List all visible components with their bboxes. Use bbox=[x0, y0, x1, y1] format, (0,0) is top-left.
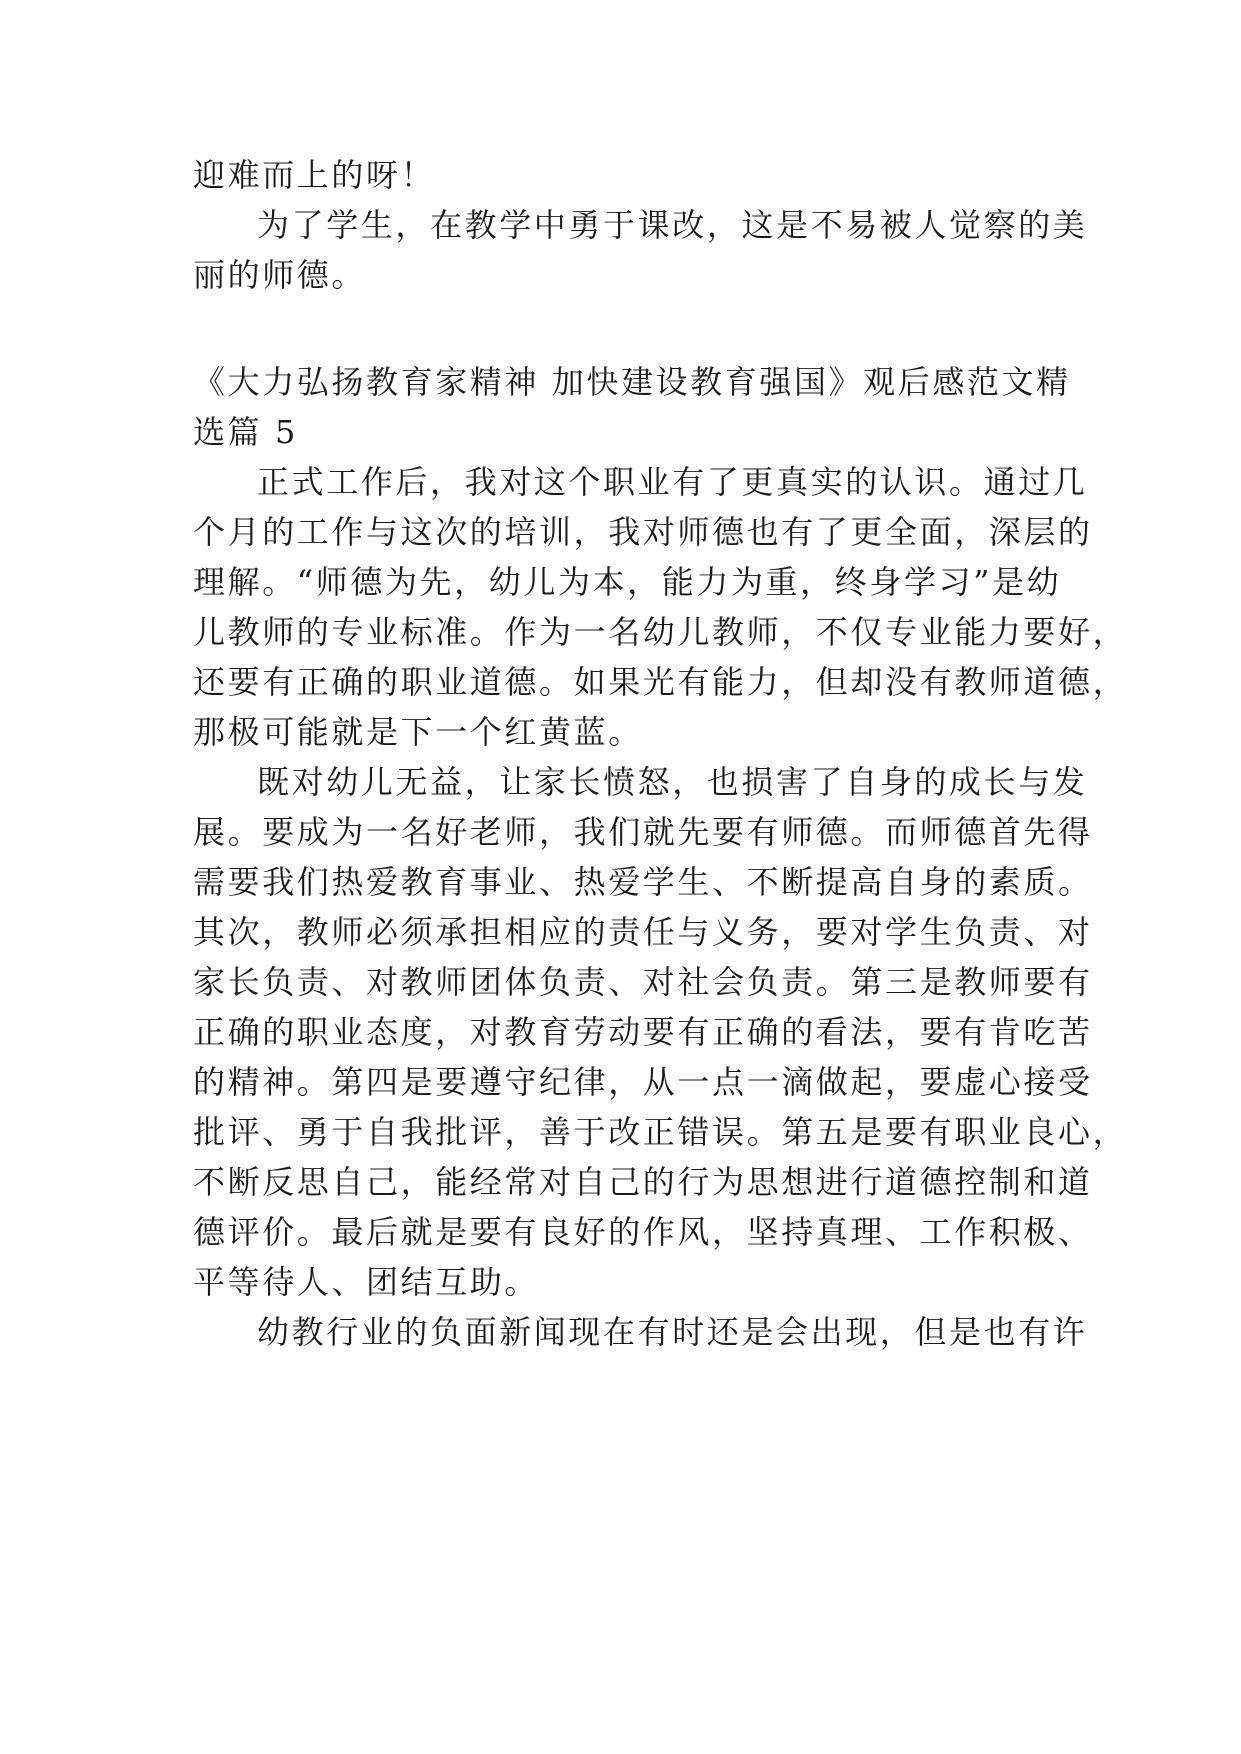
paragraph-2-line: 正式工作后，我对这个职业有了更真实的认识。通过几 bbox=[257, 463, 1088, 501]
paragraph-3-line: 平等待人、团结互助。 bbox=[193, 1263, 540, 1301]
continuation-line: 迎难而上的呀！ bbox=[193, 156, 436, 194]
paragraph-1-line: 丽的师德。 bbox=[193, 256, 367, 294]
paragraph-3-line: 不断反思自己，能经常对自己的行为思想进行道德控制和道 bbox=[193, 1163, 1093, 1201]
paragraph-3-line: 批评、勇于自我批评，善于改正错误。第五是要有职业良心， bbox=[193, 1113, 1128, 1151]
paragraph-1-line: 为了学生，在教学中勇于课改，这是不易被人觉察的美 bbox=[257, 206, 1088, 244]
section-heading-line: 《大力弘扬教育家精神 加快建设教育强国》观后感范文精 bbox=[193, 363, 1071, 401]
paragraph-3-line: 既对幼儿无益，让家长愤怒，也损害了自身的成长与发 bbox=[257, 763, 1088, 801]
paragraph-2-line: 个月的工作与这次的培训，我对师德也有了更全面，深层的 bbox=[193, 513, 1093, 551]
paragraph-2-line: 还要有正确的职业道德。如果光有能力，但却没有教师道德， bbox=[193, 663, 1128, 701]
paragraph-2-line: 那极可能就是下一个红黄蓝。 bbox=[193, 713, 643, 751]
paragraph-3-line: 家长负责、对教师团体负责、对社会负责。第三是教师要有 bbox=[193, 963, 1093, 1001]
paragraph-3-line: 其次，教师必须承担相应的责任与义务，要对学生负责、对 bbox=[193, 913, 1093, 951]
paragraph-2-line: 儿教师的专业标准。作为一名幼儿教师，不仅专业能力要好， bbox=[193, 613, 1128, 651]
paragraph-4-line: 幼教行业的负面新闻现在有时还是会出现，但是也有许 bbox=[257, 1313, 1088, 1351]
paragraph-3-line: 德评价。最后就是要有良好的作风，坚持真理、工作积极、 bbox=[193, 1213, 1093, 1251]
paragraph-2-line: 理解。“师德为先，幼儿为本，能力为重，终身学习”是幼 bbox=[193, 563, 1062, 601]
paragraph-3-line: 的精神。第四是要遵守纪律，从一点一滴做起，要虚心接受 bbox=[193, 1063, 1093, 1101]
paragraph-3-line: 需要我们热爱教育事业、热爱学生、不断提高自身的素质。 bbox=[193, 863, 1093, 901]
section-heading-line: 选篇 5 bbox=[193, 413, 298, 451]
paragraph-3-line: 展。要成为一名好老师，我们就先要有师德。而师德首先得 bbox=[193, 813, 1093, 851]
paragraph-3-line: 正确的职业态度，对教育劳动要有正确的看法，要有肯吃苦 bbox=[193, 1013, 1093, 1051]
